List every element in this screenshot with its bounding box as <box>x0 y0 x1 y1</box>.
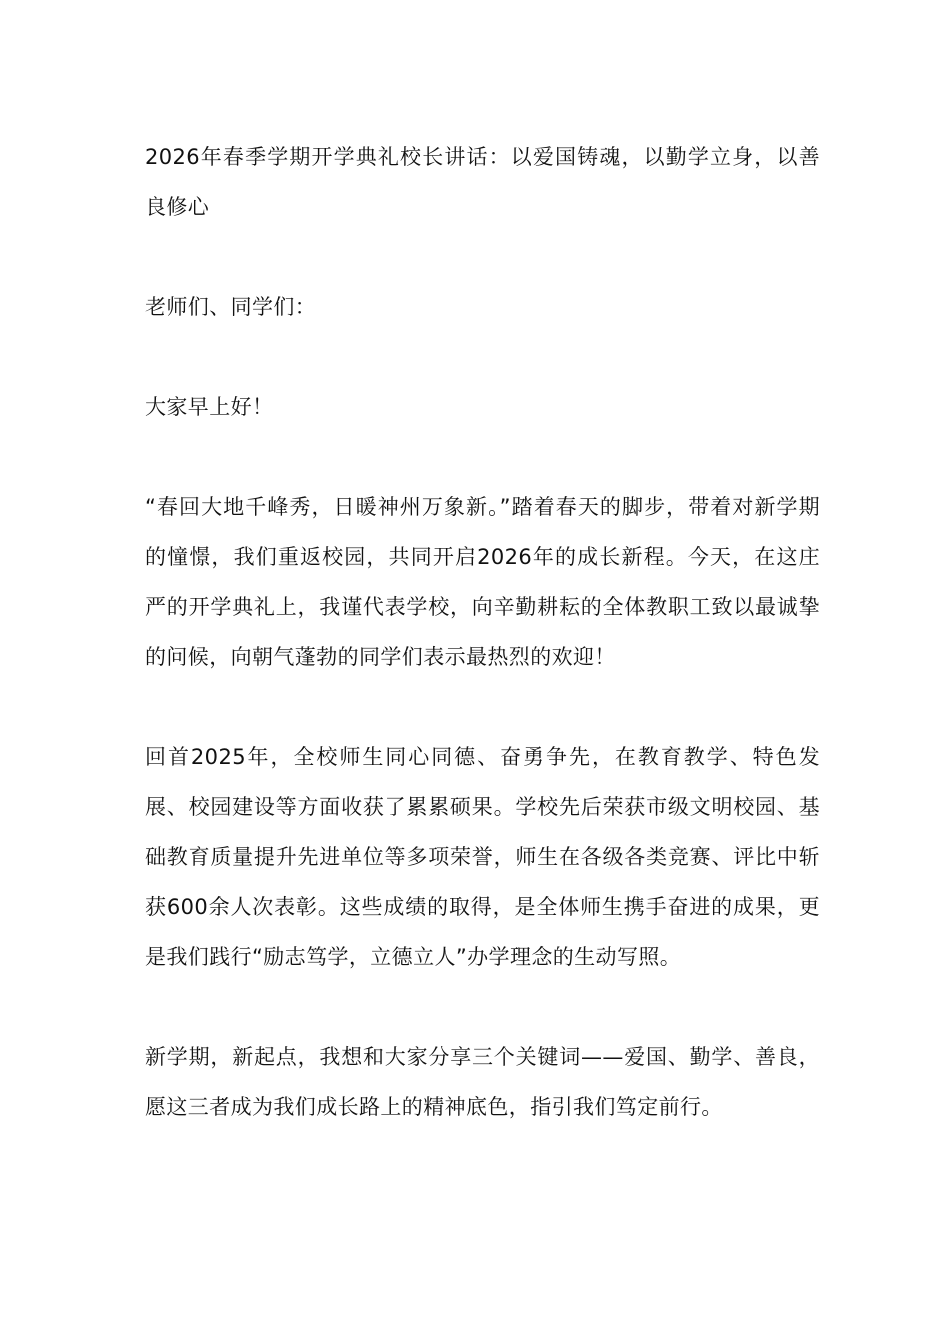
greeting: 大家早上好！ <box>145 395 274 419</box>
document-body <box>145 132 820 1182</box>
salutation: 老师们、同学们： <box>145 295 317 319</box>
paragraph-welcome: “春回大地千峰秀，日暖神州万象新。”踏着春天的脚步，带着对新学期的憧憬，我们重返校园，共同开启2026年的成长新程。今天，在这庄严的开学典礼上，我谨代表学校，向辛勤耕耘的全体教职工致以最诚挚的问候，向朝气蓬勃的同学们表示最热烈的欢迎！ <box>145 495 820 669</box>
paragraph-review-2025: 回首2025年，全校师生同心同德、奋勇争先，在教育教学、特色发展、校园建设等方面收获了累累硕果。学校先后荣获市级文明校园、基础教育质量提升先进单位等多项荣誉，师生在各级各类竞赛、评比中斩获600余人次表彰。这些成绩的取得，是全体师生携手奋进的成果，更是我们践行“励志笃学，立德立人”办学理念的生动写照。 <box>145 745 820 969</box>
paragraph-keywords: 新学期，新起点，我想和大家分享三个关键词——爱国、勤学、善良，愿这三者成为我们成长路上的精神底色，指引我们笃定前行。 <box>145 1045 820 1119</box>
document-title: 2026年春季学期开学典礼校长讲话：以爱国铸魂，以勤学立身，以善良修心 <box>145 145 820 219</box>
